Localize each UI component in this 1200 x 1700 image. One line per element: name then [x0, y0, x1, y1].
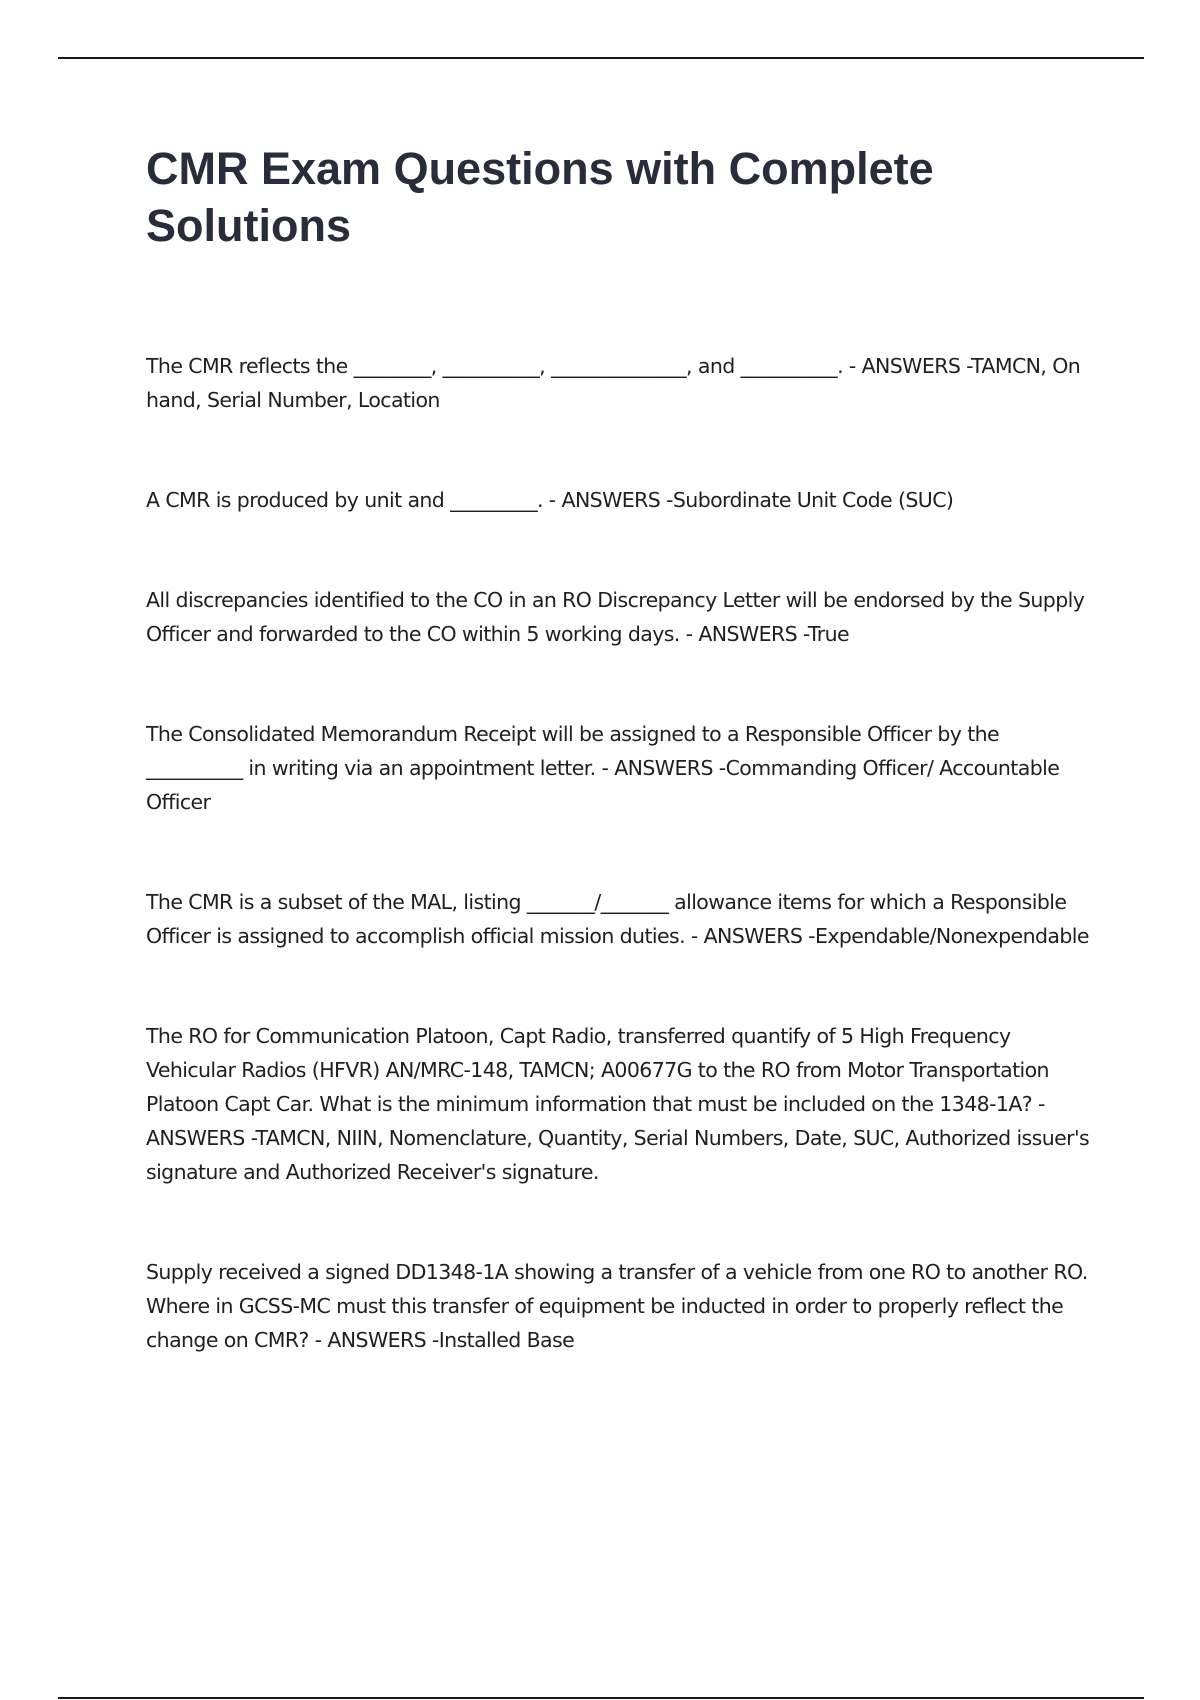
qa-item-3: All discrepancies identified to the CO in an RO Discrepancy Letter will be endorsed by the Supply Officer and forwarded to the CO within 5 working days. - ANSWERS -True [146, 588, 1085, 646]
qa-item-1: The CMR reflects the ________, __________, ______________, and __________. - ANSWERS -TAMCN, On hand, Serial Number, Location [146, 354, 1081, 412]
document-title: CMR Exam Questions with Complete Solutions [146, 143, 934, 251]
qa-item-5: The CMR is a subset of the MAL, listing _______/_______ allowance items for which a Responsible Officer is assigned to accomplish official mission duties. - ANSWERS -Expendable/Nonexpendable [146, 890, 1089, 948]
qa-list [146, 349, 1096, 1357]
top-divider [58, 57, 1144, 59]
qa-item-7: Supply received a signed DD1348-1A showing a transfer of a vehicle from one RO to another RO. Where in GCSS-MC must this transfer of equipment be inducted in order to properly reflect the change on CMR? - ANSWERS -Installed Base [146, 1260, 1088, 1352]
qa-item-6: The RO for Communication Platoon, Capt Radio, transferred quantify of 5 High Frequency Vehicular Radios (HFVR) AN/MRC-148, TAMCN; A00677G to the RO from Motor Transportation Platoon Capt Car. What is the minimum information that must be included on the 1348-1A? - ANSWERS -TAMCN, NIIN, Nomenclature, Quantity, Serial Numbers, Date, SUC, Authorized issuer's signature and Authorized Receiver's signature. [146, 1024, 1090, 1184]
bottom-divider [58, 1697, 1144, 1699]
qa-item-2: A CMR is produced by unit and _________. - ANSWERS -Subordinate Unit Code (SUC) [146, 488, 954, 512]
qa-item-4: The Consolidated Memorandum Receipt will be assigned to a Responsible Officer by the __________ in writing via an appointment letter. - ANSWERS -Commanding Officer/ Accountable Officer [146, 722, 1060, 814]
document-body [146, 140, 1096, 1423]
